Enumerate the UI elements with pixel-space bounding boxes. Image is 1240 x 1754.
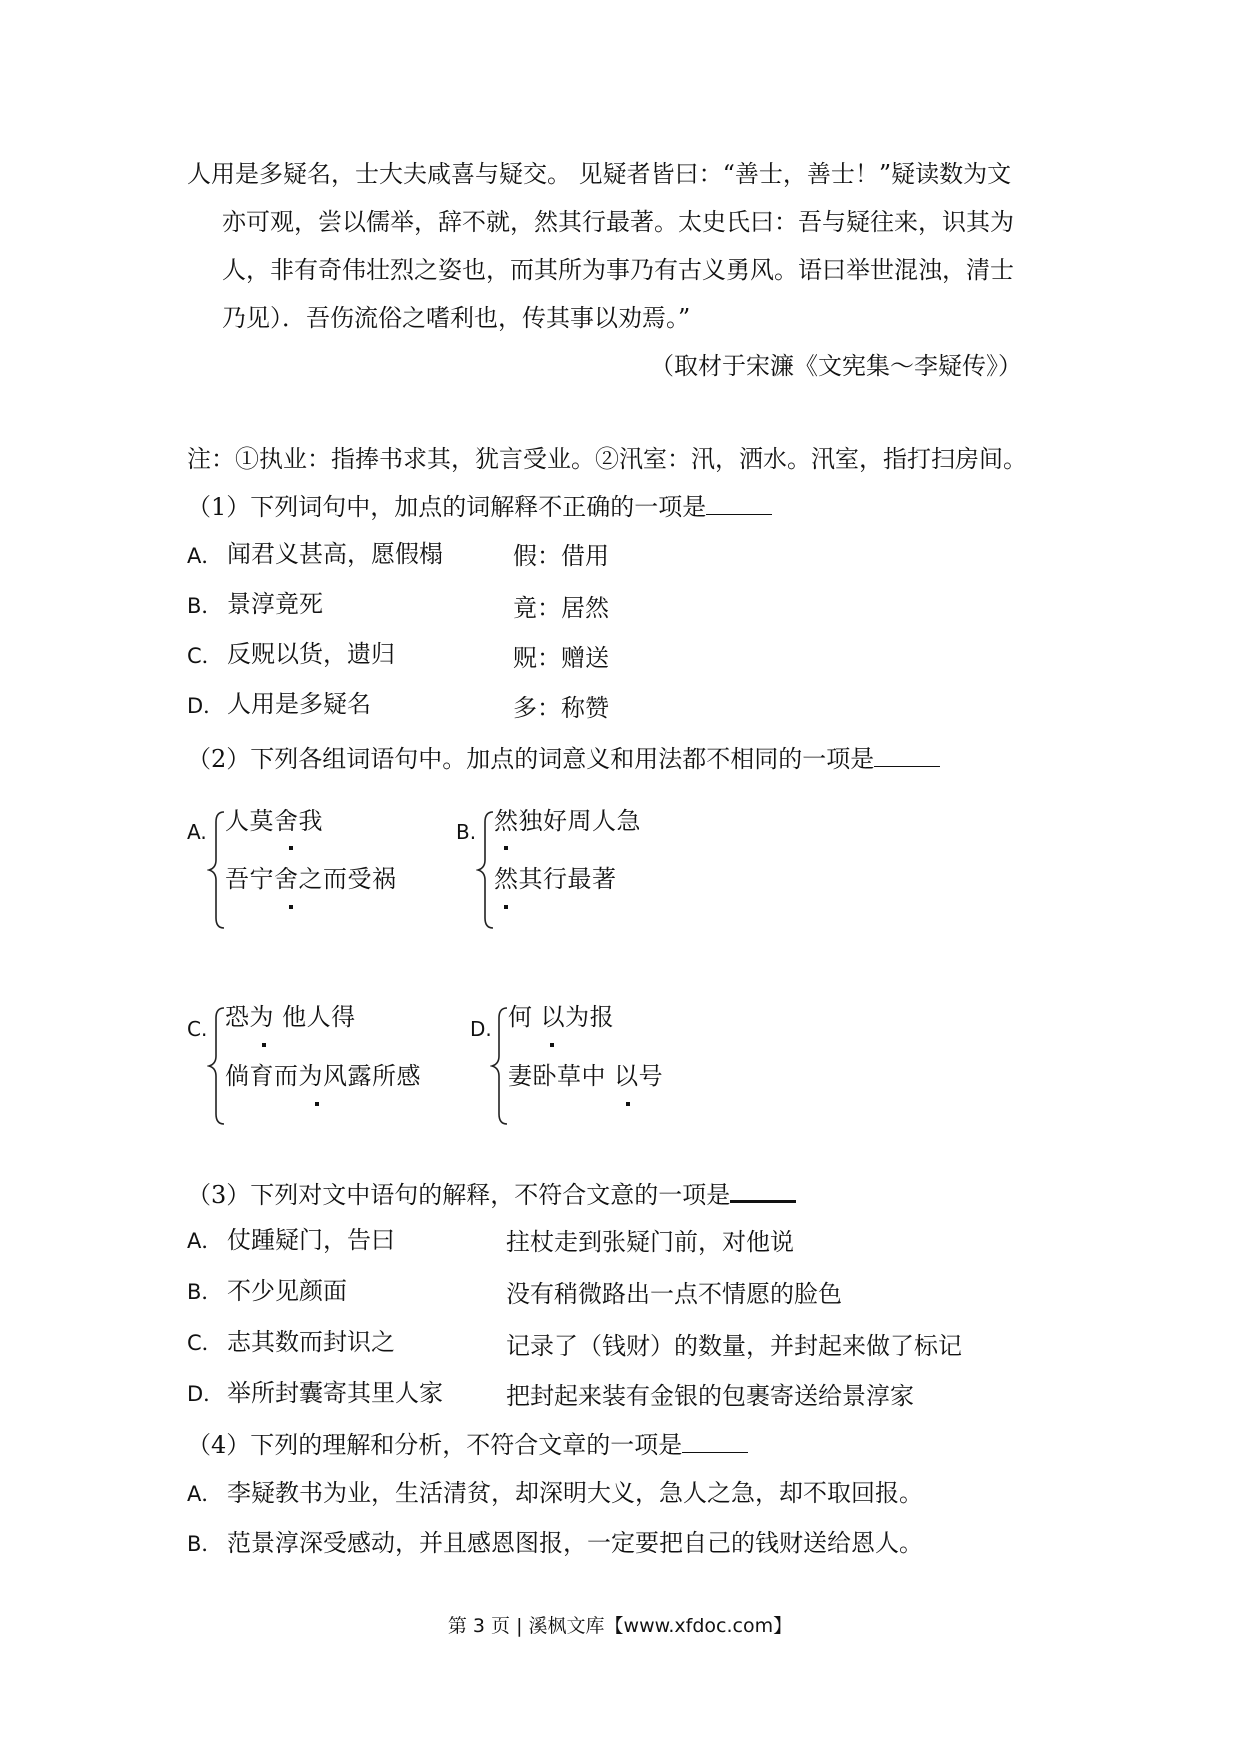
answer-blank-2 [874, 742, 940, 767]
q2-group-c-label: C. [187, 1017, 208, 1041]
curly-brace-icon [476, 810, 496, 930]
passage-line-1: 人用是多疑名，士大夫咸喜与疑交。 见疑者皆曰：“善士，善士！”疑读数为文 [187, 160, 1012, 188]
question-2-text: （2）下列各组词语句中。加点的词意义和用法都不相同的一项是 [187, 745, 875, 773]
q2-group-a-line-1: 人莫舍我 [225, 807, 323, 835]
annotation-note: 注：①执业：指捧书求其，犹言受业。②汛室：汛，洒水。汛室，指打扫房间。 [187, 445, 1027, 473]
q1-option-a-def: 假：借用 [513, 542, 609, 570]
q1-option-a-text: 闻君义甚高，愿假榻 [227, 540, 443, 568]
q2-group-d-line-1: 何 以为报 [508, 1003, 615, 1031]
curly-brace-icon [490, 1006, 510, 1126]
question-1-prompt [187, 490, 772, 523]
q1-option-a-label: A． [187, 544, 223, 568]
q3-option-d-text: 举所封囊寄其里人家 [227, 1379, 443, 1407]
answer-blank-4 [682, 1428, 748, 1453]
q3-option-c-label: C． [187, 1331, 223, 1355]
q2-group-b-line-2: 然其行最著 [494, 865, 617, 893]
q2-group-c-line-2: 倘育而为风露所感 [225, 1062, 421, 1090]
question-3-prompt [187, 1176, 796, 1211]
q4-option-a-text: 李疑教书为业，生活清贫，却深明大义，急人之急，却不取回报。 [227, 1479, 923, 1507]
q1-option-c-def: 贶：赠送 [513, 644, 609, 672]
q2-group-d-label: D. [470, 1017, 492, 1041]
q2-group-c-line-1: 恐为 他人得 [225, 1003, 356, 1031]
q3-option-c-def: 记录了（钱财）的数量，并封起来做了标记 [506, 1332, 962, 1360]
q3-option-c-text: 志其数而封识之 [227, 1328, 395, 1356]
question-2-prompt [187, 742, 940, 775]
q3-option-b-text: 不少见颜面 [227, 1277, 347, 1305]
emphasis-dot [504, 905, 508, 909]
emphasis-dot [504, 846, 508, 850]
q4-option-b-text: 范景淳深受感动，并且感恩图报，一定要把自己的钱财送给恩人。 [227, 1529, 923, 1557]
q3-option-b-label: B． [187, 1280, 223, 1304]
q3-option-d-def: 把封起来装有金银的包裹寄送给景淳家 [506, 1382, 914, 1410]
question-4-text: （4）下列的理解和分析，不符合文章的一项是 [187, 1431, 683, 1459]
q1-option-b-def: 竟：居然 [513, 594, 609, 622]
q1-option-b-label: B． [187, 594, 223, 618]
q2-group-b-label: B. [456, 820, 477, 844]
q4-option-a-label: A． [187, 1482, 223, 1506]
q4-option-b-label: B． [187, 1532, 223, 1556]
q1-option-d-def: 多：称赞 [513, 694, 609, 722]
emphasis-dot [315, 1102, 319, 1106]
emphasis-dot [289, 846, 293, 850]
answer-blank-3 [730, 1176, 796, 1203]
page-footer: 第 3 页 | 溪枫文库【www.xfdoc.com】 [447, 1615, 793, 1637]
passage-line-4: 乃见）．吾伤流俗之嗜利也，传其事以劝焉。” [222, 304, 691, 332]
question-1-text: （1）下列词句中，加点的词解释不正确的一项是 [187, 493, 707, 521]
q3-option-a-text: 仗踵疑门，告曰 [227, 1226, 395, 1254]
q3-option-d-label: D． [187, 1382, 225, 1406]
passage-line-3: 人，非有奇伟壮烈之姿也，而其所为事乃有古义勇风。语曰举世混浊，清士 [222, 256, 1014, 284]
emphasis-dot [550, 1043, 554, 1047]
q3-option-a-label: A． [187, 1229, 223, 1253]
q2-group-a-label: A. [187, 820, 207, 844]
passage-source: （取材于宋濂《文宪集～李疑传》） [650, 352, 1022, 380]
passage-line-2: 亦可观，尝以儒举，辞不就，然其行最著。太史氏曰：吾与疑往来，识其为 [222, 208, 1014, 236]
emphasis-dot [626, 1102, 630, 1106]
answer-blank-1 [706, 490, 772, 515]
q1-option-b-text: 景淳竟死 [227, 590, 323, 618]
question-4-prompt [187, 1428, 748, 1461]
q1-option-d-text: 人用是多疑名 [227, 690, 371, 718]
q1-option-d-label: D． [187, 694, 225, 718]
curly-brace-icon [207, 1006, 227, 1126]
q2-group-a-line-2: 吾宁舍之而受祸 [225, 865, 397, 893]
q3-option-b-def: 没有稍微路出一点不情愿的脸色 [506, 1280, 842, 1308]
emphasis-dot [289, 905, 293, 909]
question-3-text: （3）下列对文中语句的解释，不符合文意的一项是 [187, 1181, 731, 1209]
q2-group-b-line-1: 然独好周人急 [494, 807, 641, 835]
emphasis-dot [262, 1043, 266, 1047]
q1-option-c-text: 反贶以货，遗归 [227, 640, 395, 668]
q1-option-c-label: C． [187, 644, 223, 668]
curly-brace-icon [207, 810, 227, 930]
q3-option-a-def: 拄杖走到张疑门前，对他说 [506, 1228, 794, 1256]
q2-group-d-line-2: 妻卧草中 以号 [508, 1062, 664, 1090]
